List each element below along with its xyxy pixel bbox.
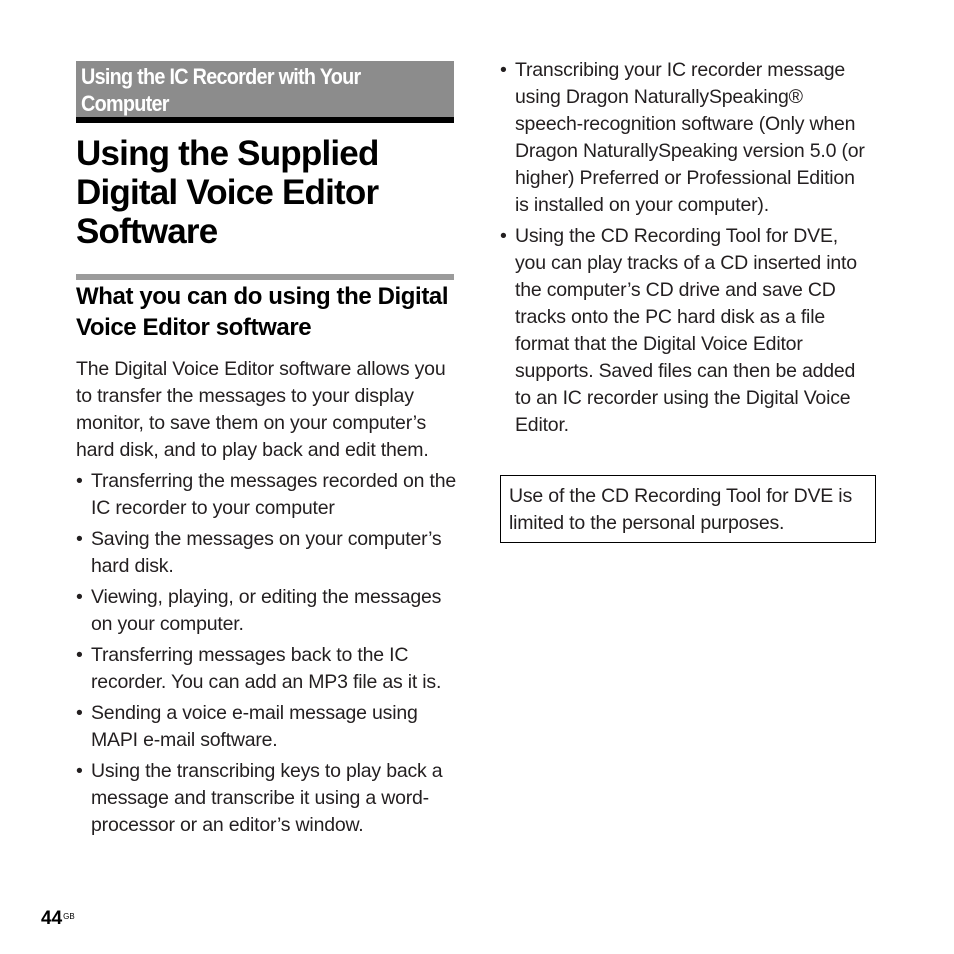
list-item [76, 700, 458, 754]
bullet-icon: • [76, 470, 83, 492]
bullet-icon: • [76, 760, 83, 782]
intro-paragraph: The Digital Voice Editor software allows you to transfer the messages to your display monitor, to save them on your computer’s hard disk, and to play back and edit them. [76, 358, 446, 461]
list-item [76, 584, 458, 638]
list-item-text: Saving the messages on your computer’s hard disk. [91, 528, 442, 577]
bullet-icon: • [76, 586, 83, 608]
note-text: Use of the CD Recording Tool for DVE is limited to the personal purposes. [509, 485, 852, 534]
bullet-icon: • [76, 702, 83, 724]
bullet-icon: • [76, 644, 83, 666]
page-title: Using the Supplied Digital Voice Editor Software [76, 134, 379, 251]
list-item-text: Transcribing your IC recorder message using Dragon NaturallySpeaking® speech-recognition software (Only when Dragon NaturallySpeaking version 5.0 (or higher) Preferred or Professional Edition is installed on your computer). [515, 59, 865, 216]
section-header-text: Using the IC Recorder with Your Computer [81, 64, 361, 116]
list-item [500, 223, 872, 439]
subheading-rule [76, 274, 454, 280]
list-item-text: Viewing, playing, or editing the messages on your computer. [91, 586, 442, 635]
list-item-text: Sending a voice e-mail message using MAPI e-mail software. [91, 702, 418, 751]
bullet-icon: • [76, 528, 83, 550]
bullet-icon: • [500, 59, 507, 81]
list-item-text: Using the transcribing keys to play back a message and transcribe it using a word-processor or an editor’s window. [91, 760, 443, 836]
subheading: What you can do using the Digital Voice Editor software [76, 283, 449, 341]
section-header-bar [76, 61, 454, 123]
bullet-icon: • [500, 225, 507, 247]
page-number-value: 44 [41, 908, 63, 929]
list-item [76, 526, 458, 580]
page-number [41, 908, 75, 930]
page-number-suffix: GB [63, 912, 75, 921]
list-item-text: Using the CD Recording Tool for DVE, you can play tracks of a CD inserted into the computer’s CD drive and save CD tracks onto the PC hard disk as a file format that the Digital Voice Editor supports. Saved files can then be added to an IC recorder using the Digital Voice Editor. [515, 225, 857, 436]
list-item-text: Transferring messages back to the IC recorder. You can add an MP3 file as it is. [91, 644, 442, 693]
list-item [76, 642, 458, 696]
list-item-text: Transferring the messages recorded on the IC recorder to your computer [91, 470, 457, 519]
note-box [500, 475, 876, 543]
feature-list-right [500, 57, 872, 439]
feature-list-left [76, 468, 458, 839]
list-item [76, 758, 458, 839]
list-item [76, 468, 458, 522]
list-item [500, 57, 872, 219]
left-column [76, 356, 458, 843]
right-column [500, 57, 872, 443]
